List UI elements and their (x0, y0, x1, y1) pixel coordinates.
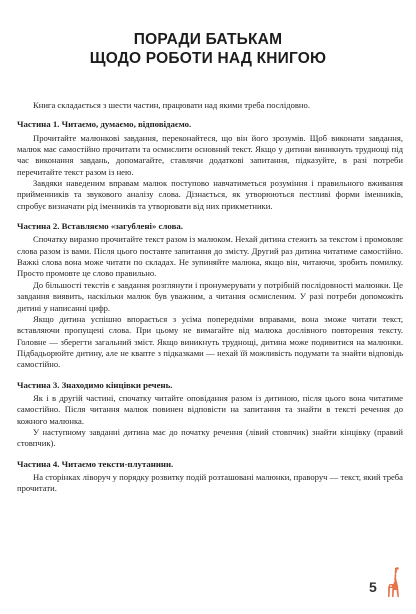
intro-paragraph: Книга складається з шести частин, працювати над якими треба послідовно. (33, 100, 310, 110)
section-3-paragraph-1: Як і в другій частині, спочатку читайте оповідання разом із дитиною, після цього вона читатиме самостійно. Після читання малюк повинен відповісти на запитання та знайти в тексті речення до кожного малюнка. (17, 392, 403, 426)
section-4-paragraph-1: На сторінках ліворуч у порядку розвитку подій розташовані малюнки, праворуч — текст, який треба прочитати. (17, 471, 403, 494)
giraffe-icon (385, 566, 403, 600)
section-3-paragraph-2: У наступному завданні дитина має до початку речення (лівий стовпчик) знайти кінцівку (правий стовпчик). (17, 426, 403, 449)
section-1-paragraph-2: Завдяки наведеним вправам малюк поступово навчатиметься розуміння і правильного вживання прийменників та звукового аналізу слова. Дізнається, як утворюються пестливі форми іменників, спробує визначати рід іменників та утворювати від них прикметники. (17, 178, 403, 211)
section-heading-4: Частина 4. Читаємо тексти-плутанини. (17, 458, 174, 469)
section-2-paragraph-1: Спочатку виразно прочитайте текст разом із малюком. Нехай дитина стежить за текстом і промовляє слова разом із вами. Після цього поставте запитання до змісту. Другий раз дитина читатиме самостійно. Важкі слова вона може читати по складах. Не зупиняйте малюка, якщо він, читаючи, зробить помилку. Просто промовте це слово правильно. (17, 234, 403, 279)
page-title-line-1: ПОРАДИ БАТЬКАМ (133, 31, 283, 48)
section-heading-1: Частина 1. Читаємо, думаємо, відповідаємо. (17, 119, 192, 130)
page-number: 5 (369, 579, 377, 595)
page-title (0, 30, 416, 68)
page-title-line-2: ЩОДО РОБОТИ НАД КНИГОЮ (89, 50, 327, 67)
section-heading-3: Частина 3. Знаходимо кінцівки речень. (17, 379, 173, 390)
section-heading-2: Частина 2. Вставляємо «загублені» слова. (17, 221, 183, 232)
section-1-paragraph-1: Прочитайте малюнкові завдання, переконайтеся, що він його зрозумів. Щоб виконати завдання, малюк має самостійно прочитати та осмислити основний текст. Якщо у дитини виникнуть труднощі під час виконання завдань, допомагайте, ставлячи додаткові запитання, підказуйте, в разі потреби перечитайте текст разом із нею. (17, 132, 403, 177)
page-content (17, 100, 403, 495)
section-2-paragraph-2: До більшості текстів є завдання розглянути і пронумерувати у потрібній послідовності малюнки. Це завдання виявить, наскільки малюк був уважним, а читання осмисленим. У разі потреби допоможіть дитині у написанні цифр. (17, 279, 403, 313)
section-2-paragraph-3: Якщо дитина успішно впорається з усіма попередніми вправами, вона зможе читати текст, вставляючи пропущені слова. При цьому не вимагайте від малюка дослівного повторення тексту. Головне — зберегти загальний зміст. Якщо виникнуть труднощі, дитина може подивитися на малюнки. Підбадьорюйте дитину, але не квапте з підказками — нехай їй можливість подумати та знайти відповідь самостійно. (17, 313, 403, 370)
